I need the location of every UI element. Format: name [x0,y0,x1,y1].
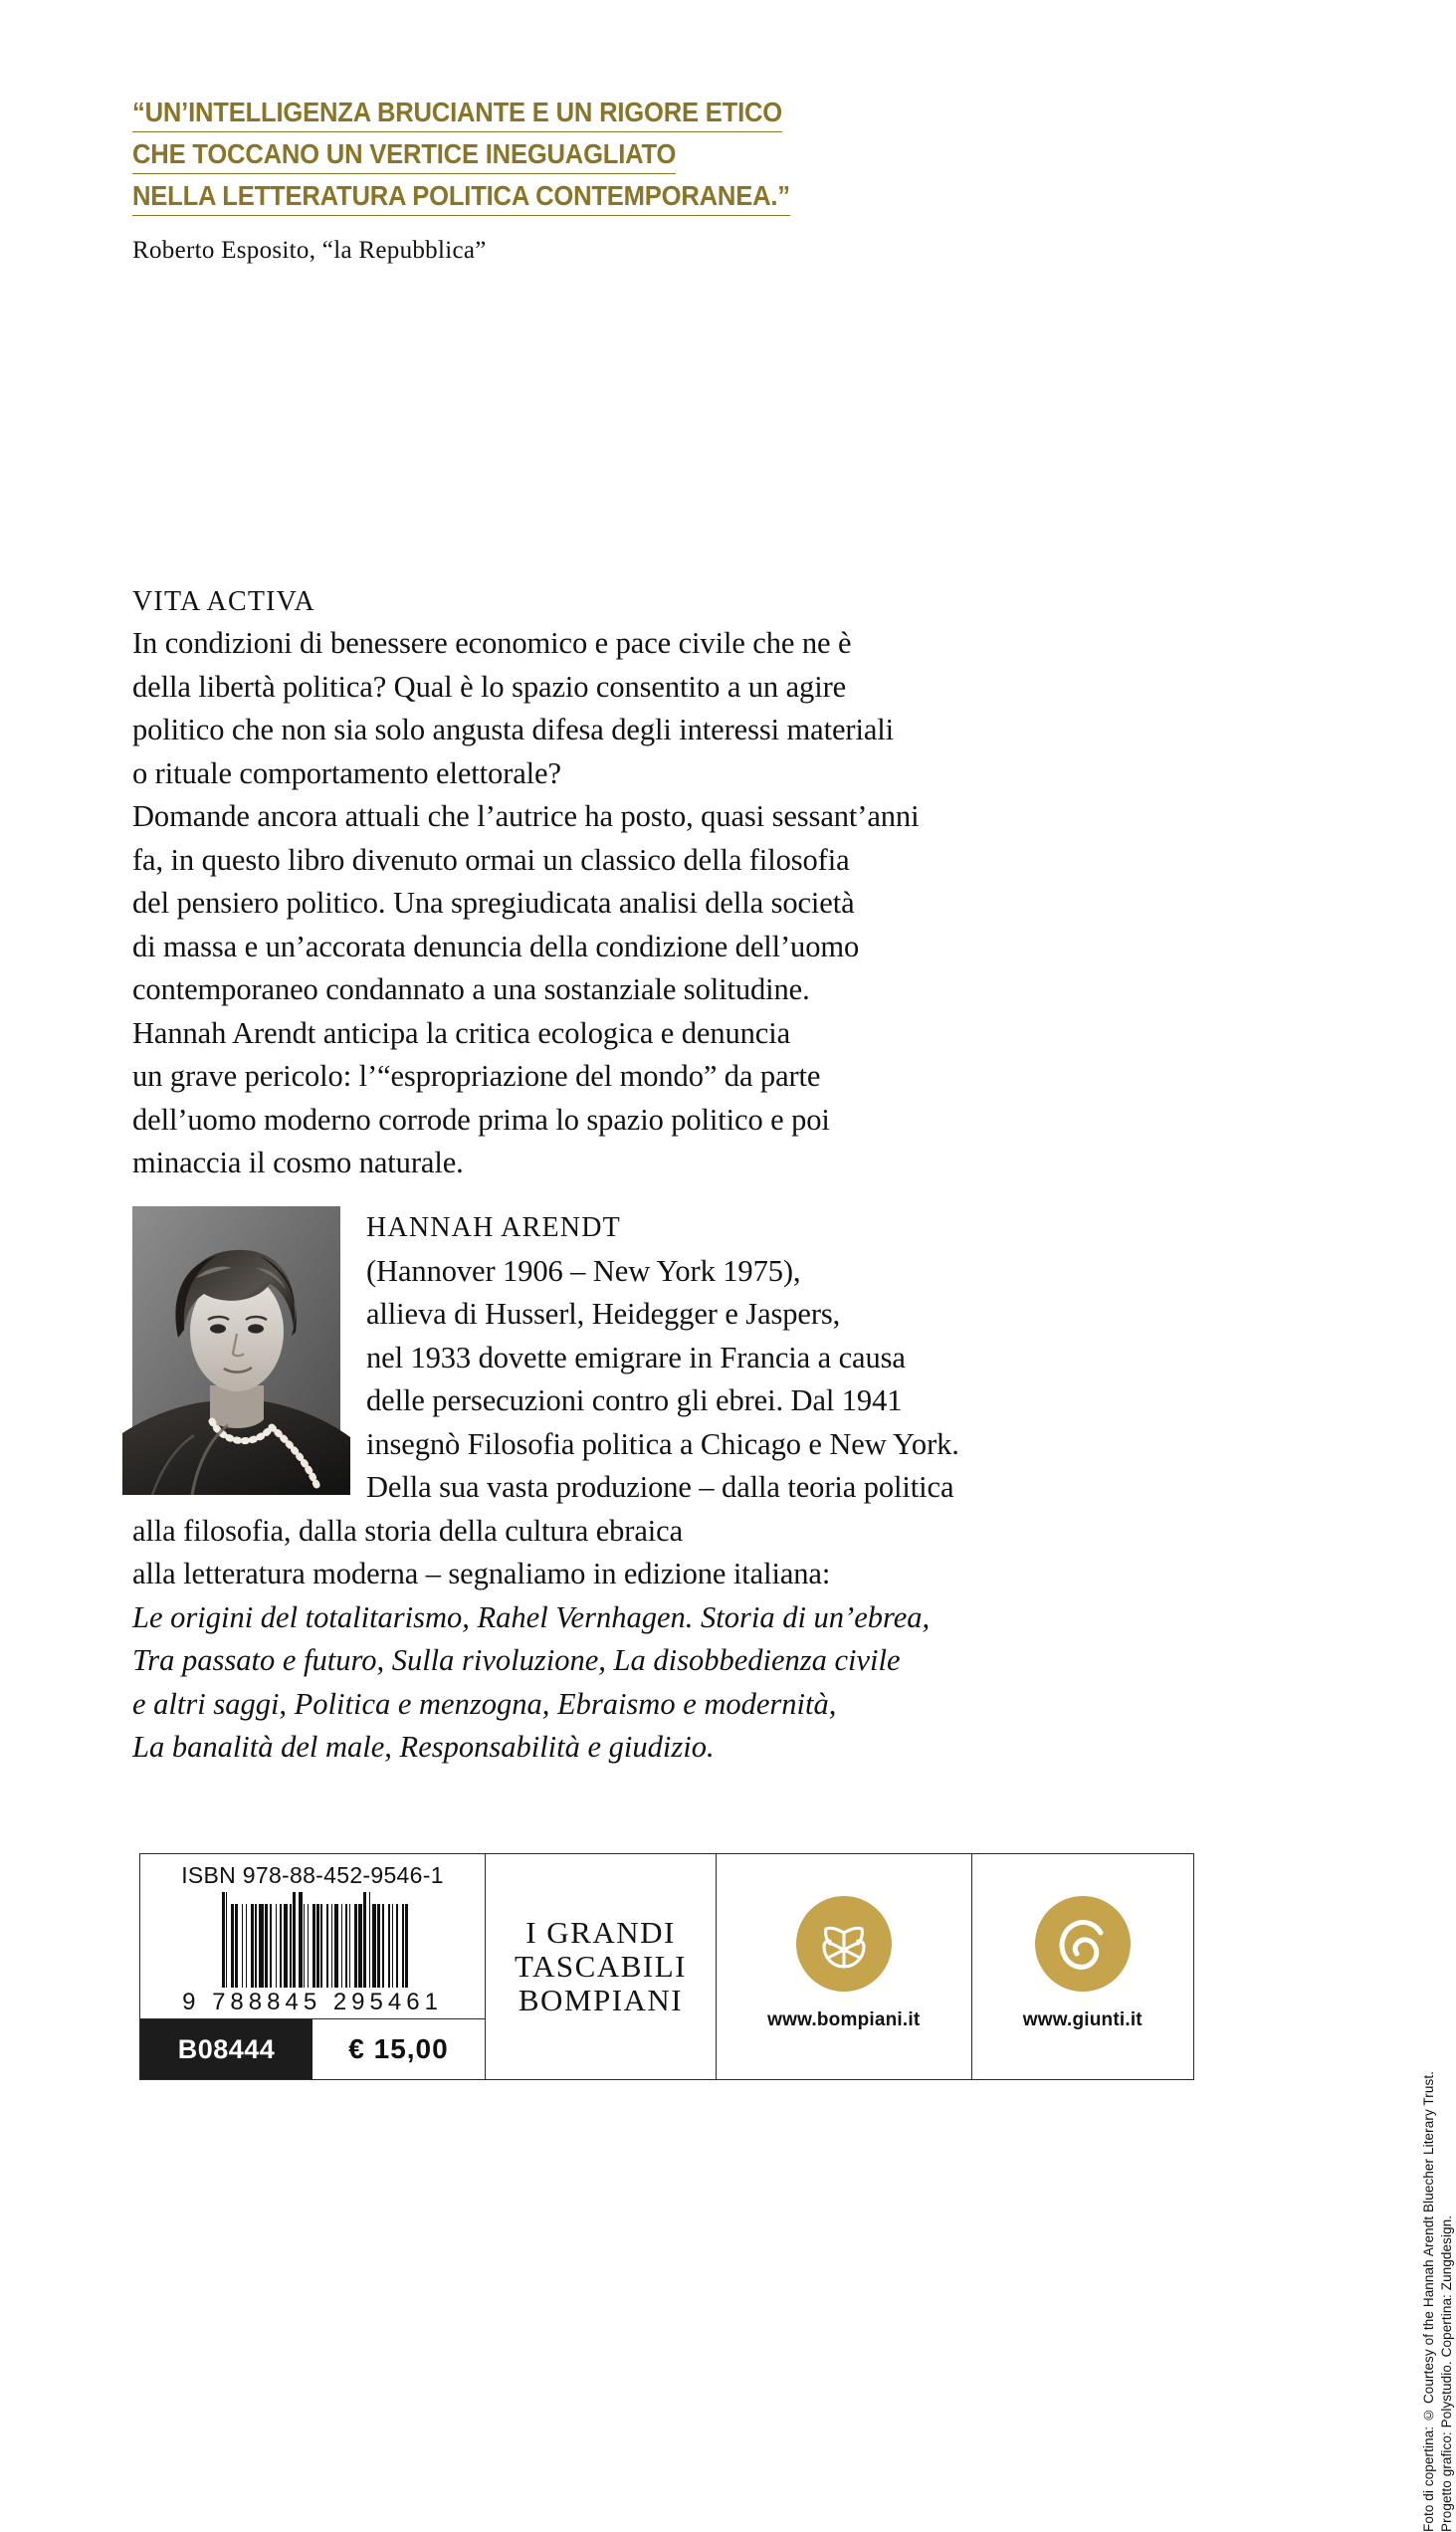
blurb-line: o rituale comportamento elettorale? [132,755,561,790]
author-bio-line: nel 1933 dovette emigrare in Francia a causa [366,1340,906,1374]
author-bio-line: (Hannover 1906 – New York 1975), [366,1253,801,1288]
blurb-line: Hannah Arendt anticipa la critica ecologica e denuncia [132,1015,791,1050]
author-bio-line: delle persecuzioni contro gli ebrei. Dal 1941 [366,1383,903,1417]
series-line-3: BOMPIANI [518,1983,684,2017]
book-title: VITA ACTIVA [132,586,315,617]
bompiani-logo-icon [796,1896,892,1992]
series-line-1: I GRANDI [525,1915,676,1950]
blurb-line: della libertà politica? Qual è lo spazio consentito a un agire [132,669,847,704]
publisher-giunti-panel[interactable] [971,1854,1193,2079]
blurb-text [132,582,1063,1185]
blurb-line: del pensiero politico. Una spregiudicata analisi della società [132,886,855,920]
blurb-line: contemporaneo condannato a una sostanziale solitudine. [132,972,810,1006]
author-works-list [132,1596,1088,1770]
product-code: B08444 [140,2019,312,2079]
giunti-logo-icon [1035,1896,1131,1992]
barcode-digits: 9 788845 295461 [182,1989,443,2015]
price-label: € 15,00 [348,2033,449,2064]
work-title-line: e altri saggi, Politica e menzogna, Ebraismo e modernità, [132,1686,837,1721]
pull-quote-line-3: NELLA LETTERATURA POLITICA CONTEMPORANEA.” [132,178,790,216]
blurb-line: In condizioni di benessere economico e pace civile che ne è [132,626,852,660]
credits-line-2: Progetto grafico: Polystudio. Copertina: Zungdesign. [1439,2215,1454,2532]
work-title-line: Le origini del totalitarismo, Rahel Vernhagen. Storia di un’ebrea, [132,1599,931,1634]
author-bio-line: insegnò Filosofia politica a Chicago e New York. [366,1426,959,1461]
series-line-2: TASCABILI [515,1949,687,1984]
author-bio [132,1206,1088,1770]
blurb-line: minaccia il cosmo naturale. [132,1146,464,1179]
work-title-line: Tra passato e futuro, Sulla rivoluzione, La disobbedienza civile [132,1643,901,1677]
blurb-line: Domande ancora attuali che l’autrice ha posto, quasi sessant’anni [132,799,920,833]
credits-line-1: Foto di copertina: © Courtesy of the Hannah Arendt Bluecher Literary Trust. [1421,2071,1436,2532]
blurb-line: fa, in questo libro divenuto ormai un classico della filosofia [132,842,850,877]
author-name: HANNAH ARENDT [366,1212,621,1243]
publisher-bompiani-panel[interactable] [716,1854,971,2079]
pull-quote [132,95,948,268]
barcode-panel [140,1854,485,2079]
barcode-bars [222,1892,409,1988]
author-photo [132,1206,340,1495]
cover-credits [1420,2071,1456,2532]
author-bio-text-full [132,1553,1088,1596]
bottom-info-strip [139,1853,1194,2080]
blurb-line: dell’uomo moderno corrode prima lo spazio politico e poi [132,1102,830,1137]
blurb-line: un grave pericolo: l’“espropriazione del mondo” da parte [132,1059,821,1093]
series-logo [515,1916,687,2017]
author-bio-line: allieva di Husserl, Heidegger e Jaspers, [366,1297,841,1331]
series-panel [485,1854,716,2079]
author-bio-line: Della sua vasta produzione – dalla teoria politica [366,1470,954,1504]
barcode-area [140,1854,485,2018]
author-bio-line: alla filosofia, dalla storia della cultura ebraica [132,1513,684,1548]
isbn-label: ISBN 978-88-452-9546-1 [181,1862,444,1888]
author-bio-line: alla letteratura moderna – segnaliamo in edizione italiana: [132,1557,831,1590]
pull-quote-line-1: “UN’INTELLIGENZA BRUCIANTE E UN RIGORE ETICO [132,95,782,132]
pull-quote-line-2: CHE TOCCANO UN VERTICE INEGUAGLIATO [132,136,676,174]
barcode-footer [140,2018,485,2079]
pull-quote-attribution: Roberto Esposito, “la Repubblica” [132,237,487,264]
giunti-url[interactable]: www.giunti.it [1022,2009,1143,2030]
work-title-line: La banalità del male, Responsabilità e giudizio. [132,1730,715,1764]
bompiani-url[interactable]: www.bompiani.it [767,2009,921,2030]
blurb-line: di massa e un’accorata denuncia della condizione dell’uomo [132,929,860,963]
blurb-line: politico che non sia solo angusta difesa degli interessi materiali [132,713,895,746]
